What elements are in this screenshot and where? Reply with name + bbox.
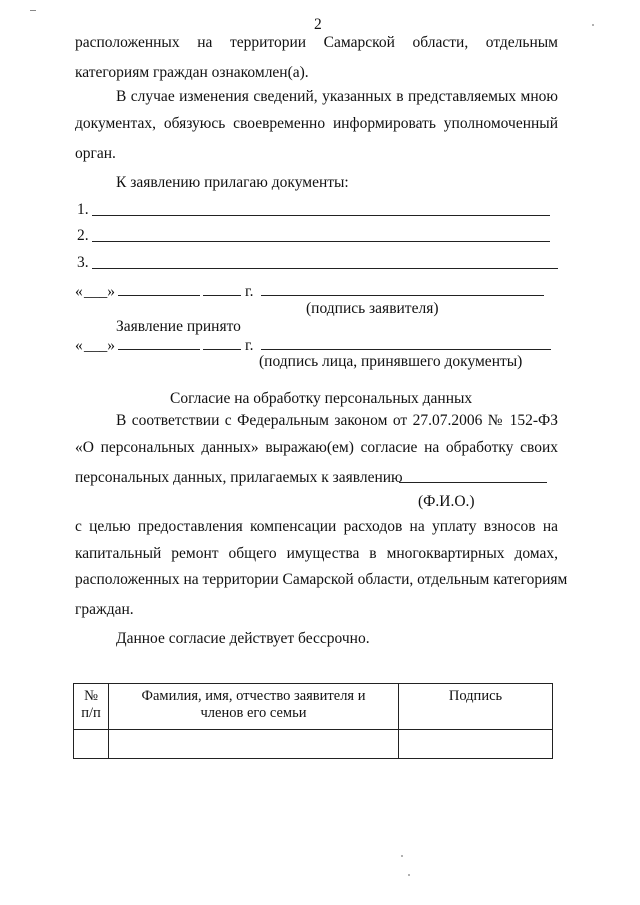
applicant-year-suffix: г. <box>245 283 254 300</box>
para-change-line1: В случае изменения сведений, указанных в представляемых мною <box>116 88 558 105</box>
para-top-line2: категориям граждан ознакомлен(а). <box>75 64 309 81</box>
header-name-line2: членов его семьи <box>200 705 307 721</box>
validity-text: Данное согласие действует бессрочно. <box>116 630 370 647</box>
receiver-date-month-blank[interactable] <box>118 349 200 350</box>
receiver-date-open-quote: « <box>75 337 83 354</box>
header-num-line2: п/п <box>81 705 101 721</box>
applicant-date-day[interactable]: ___» <box>84 283 115 300</box>
header-num <box>74 684 109 730</box>
page-number: 2 <box>314 16 322 33</box>
fio-caption: (Ф.И.О.) <box>418 493 475 510</box>
consent-p2-line4: граждан. <box>75 601 134 618</box>
para-change-line2: документах, обязуюсь своевременно информировать уполномоченный <box>75 115 558 132</box>
consent-p2-line3: расположенных на территории Самарской области, отдельным категориям <box>75 571 568 588</box>
attach-item-1-number: 1. <box>77 201 89 218</box>
receiver-date-day[interactable]: ___» <box>84 337 115 354</box>
attach-item-1-blank[interactable] <box>92 215 550 216</box>
consent-p1-line1: В соответствии с Федеральным законом от 27.07.2006 № 152-ФЗ <box>116 412 558 429</box>
header-name <box>109 684 399 730</box>
header-sign <box>399 684 553 730</box>
scan-speck <box>408 874 410 876</box>
accepted-label: Заявление принято <box>116 318 241 335</box>
receiver-signature-caption: (подпись лица, принявшего документы) <box>259 353 523 370</box>
applicant-date-month-blank[interactable] <box>118 295 200 296</box>
receiver-year-suffix: г. <box>245 337 254 354</box>
scan-speck <box>592 24 594 26</box>
attach-heading: К заявлению прилагаю документы: <box>116 174 349 191</box>
table-header-row <box>74 684 553 730</box>
header-num-line1: № <box>84 688 98 704</box>
receiver-date-year-blank[interactable] <box>203 349 241 350</box>
family-signatures-table <box>73 683 553 759</box>
row-sign-cell[interactable] <box>399 730 553 759</box>
scan-mark <box>30 10 36 11</box>
applicant-signature-caption: (подпись заявителя) <box>306 300 439 317</box>
row-num-cell[interactable] <box>74 730 109 759</box>
attach-item-3-number: 3. <box>77 254 89 271</box>
row-name-cell[interactable] <box>109 730 399 759</box>
applicant-date-open-quote: « <box>75 283 83 300</box>
header-name-line1: Фамилия, имя, отчество заявителя и <box>141 688 366 704</box>
consent-title: Согласие на обработку персональных данных <box>170 390 473 407</box>
consent-p2-line1: с целью предоставления компенсации расходов на уплату взносов на <box>75 518 558 535</box>
table-row <box>74 730 553 759</box>
attach-item-2-number: 2. <box>77 227 89 244</box>
header-sign-label: Подпись <box>448 688 503 704</box>
consent-p1-line2: «О персональных данных» выражаю(ем) согласие на обработку своих <box>75 439 558 456</box>
applicant-date-year-blank[interactable] <box>203 295 241 296</box>
fio-blank[interactable] <box>399 482 547 483</box>
attach-item-3-blank[interactable] <box>92 268 558 269</box>
consent-p1-line3: персональных данных, прилагаемых к заявлению <box>75 469 403 486</box>
para-top-line1: расположенных на территории Самарской области, отдельным <box>75 34 558 51</box>
attach-item-2-blank[interactable] <box>92 241 550 242</box>
scan-speck <box>401 855 403 857</box>
para-change-line3: орган. <box>75 145 116 162</box>
consent-p2-line2: капитальный ремонт общего имущества в многоквартирных домах, <box>75 545 558 562</box>
